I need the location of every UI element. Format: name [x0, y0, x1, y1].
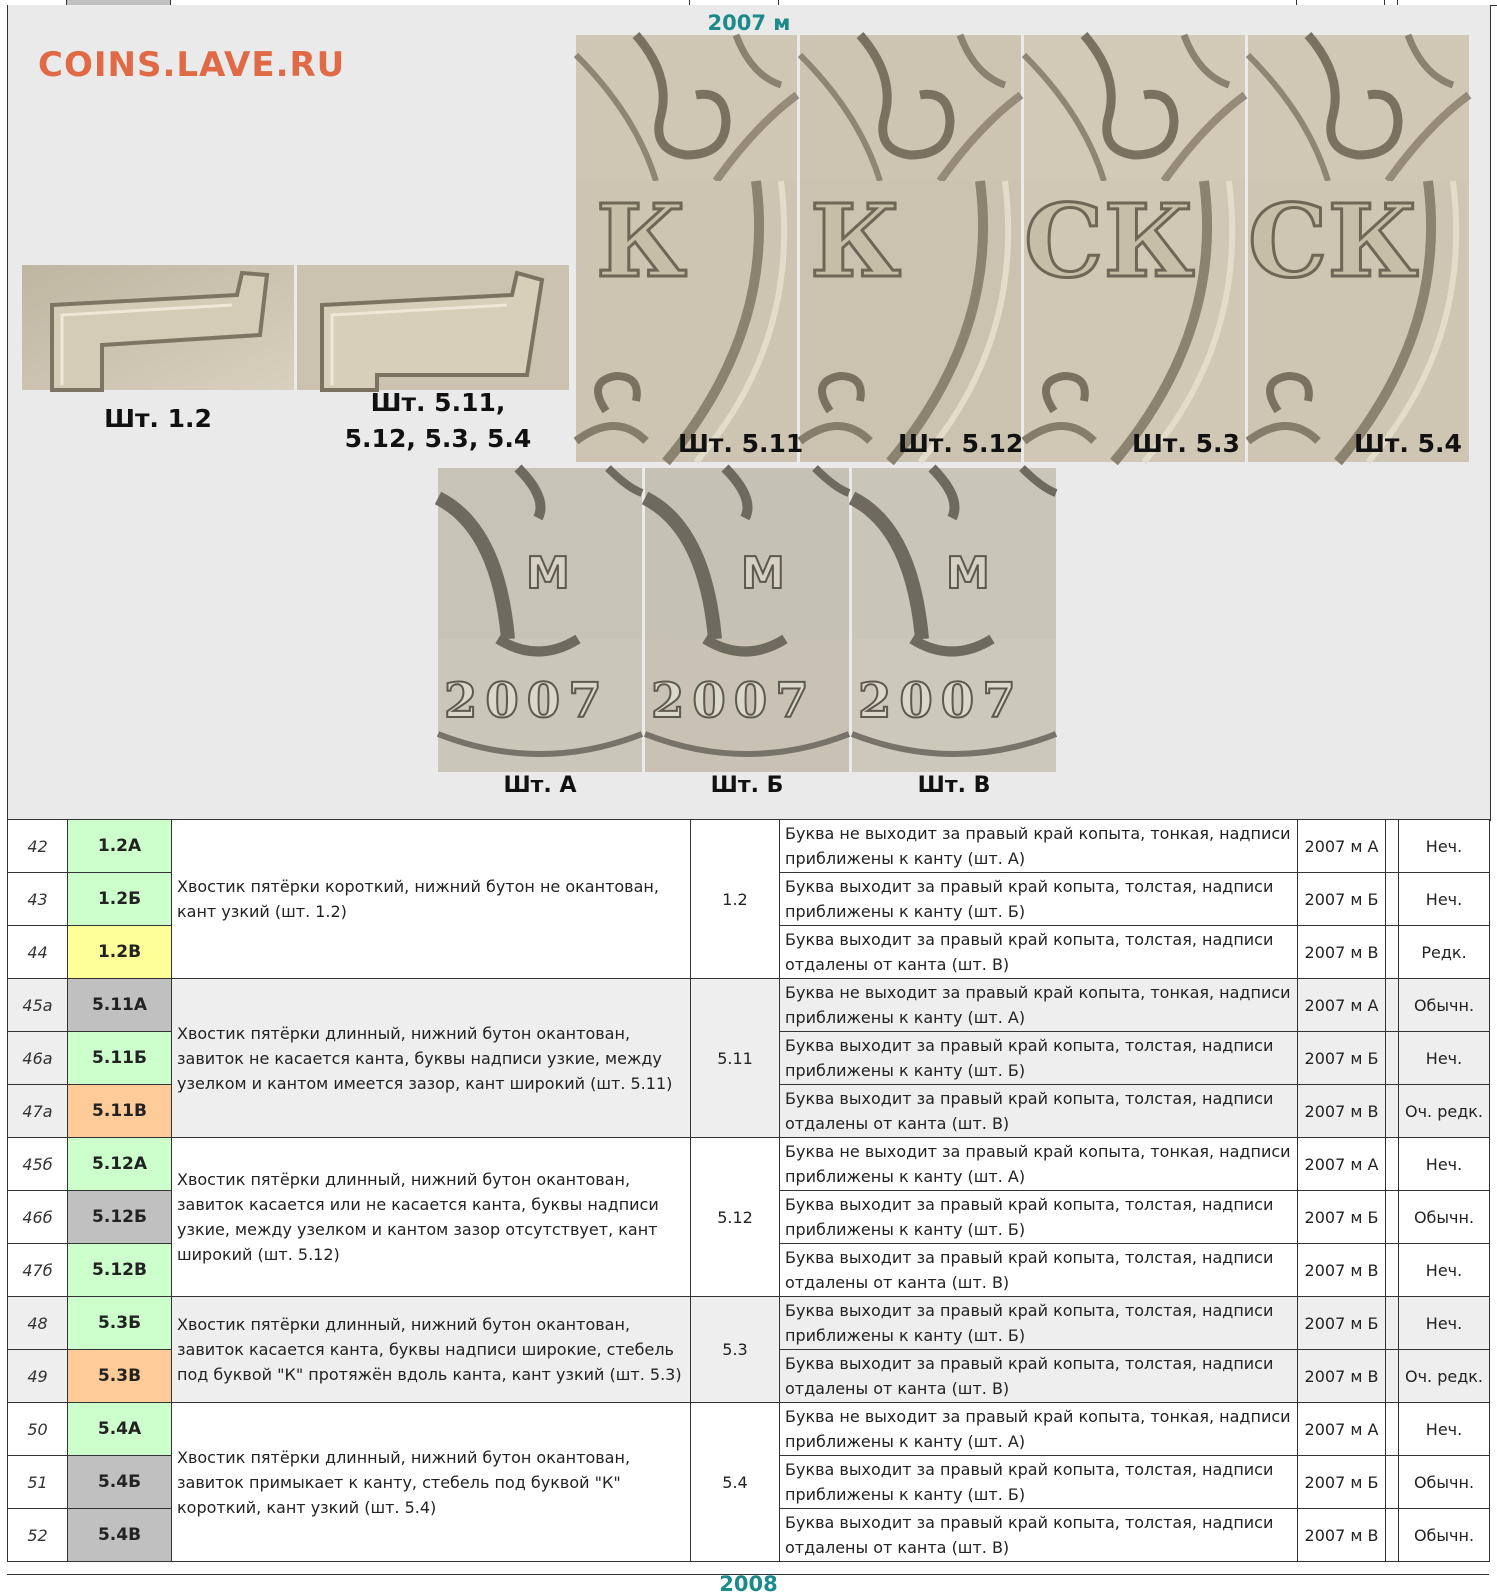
spacer-cell — [1386, 873, 1399, 926]
photo-letter-k-5-11 — [576, 181, 797, 462]
row-number: 45б — [8, 1138, 68, 1191]
caption-stamp-5-11: Шт. 5.11 — [678, 429, 804, 458]
obverse-stamp-description: Буква выходит за правый край копыта, толстая, надписи приближены к канту (шт. Б) — [780, 1191, 1298, 1244]
table-row — [8, 1297, 1490, 1350]
year-mint-stamp: 2007 м Б — [1298, 1297, 1386, 1350]
variety-code: 5.4Б — [68, 1456, 172, 1509]
svg-text:М: М — [741, 548, 785, 599]
svg-text:СК: СК — [1024, 182, 1195, 300]
spacer-cell — [1386, 820, 1399, 873]
year-mint-stamp: 2007 м Б — [1298, 1032, 1386, 1085]
year-mint-stamp: 2007 м А — [1298, 1403, 1386, 1456]
obverse-stamp-description: Буква выходит за правый край копыта, толстая, надписи отдалены от канта (шт. В) — [780, 1085, 1298, 1138]
caption-stamp-5-11-group-2: 5.12, 5.3, 5.4 — [344, 424, 532, 453]
spacer-cell — [1386, 1350, 1399, 1403]
variety-code: 1.2В — [68, 926, 172, 979]
obverse-stamp-description: Буква выходит за правый край копыта, толстая, надписи отдалены от канта (шт. В) — [780, 1509, 1298, 1562]
next-section-year: 2008 — [719, 1572, 778, 1596]
caption-stamp-5-11-group-1: Шт. 5.11, — [370, 388, 506, 417]
rarity: Редк. — [1399, 926, 1490, 979]
row-number: 43 — [8, 873, 68, 926]
photo-swirl-5-11 — [576, 35, 797, 181]
reverse-stamp-description: Хвостик пятёрки длинный, нижний бутон окантован, завиток примыкает к канту, стебель под буквой "К" короткий, кант узкий (шт. 5.4) — [172, 1403, 691, 1562]
variety-code: 5.12В — [68, 1244, 172, 1297]
obverse-stamp-description: Буква выходит за правый край копыта, толстая, надписи приближены к канту (шт. Б) — [780, 1297, 1298, 1350]
caption-stamp-5-12: Шт. 5.12 — [898, 429, 1024, 458]
rarity: Неч. — [1399, 1138, 1490, 1191]
row-number: 50 — [8, 1403, 68, 1456]
photo-mint-mark-a — [438, 468, 642, 639]
rarity: Неч. — [1399, 820, 1490, 873]
variety-code: 5.4А — [68, 1403, 172, 1456]
svg-text:2007: 2007 — [858, 673, 1024, 729]
spacer-cell — [1386, 1085, 1399, 1138]
obverse-stamp-description: Буква выходит за правый край копыта, толстая, надписи приближены к канту (шт. Б) — [780, 1032, 1298, 1085]
caption-stamp-5-4: Шт. 5.4 — [1354, 429, 1462, 458]
reverse-stamp-description: Хвостик пятёрки длинный, нижний бутон окантован, завиток касается или не касается канта, буквы надписи узкие, между узелком и кантом зазор отсутствует, кант широкий (шт. 5.12) — [172, 1138, 691, 1297]
obverse-stamp-description: Буква выходит за правый край копыта, толстая, надписи отдалены от канта (шт. В) — [780, 926, 1298, 979]
rarity: Неч. — [1399, 1032, 1490, 1085]
table-row — [8, 1138, 1490, 1191]
obverse-stamp-description: Буква выходит за правый край копыта, толстая, надписи приближены к канту (шт. Б) — [780, 873, 1298, 926]
photo-year-a — [438, 639, 642, 772]
row-number: 46б — [8, 1191, 68, 1244]
year-mint-stamp: 2007 м А — [1298, 1138, 1386, 1191]
row-number: 47а — [8, 1085, 68, 1138]
reverse-stamp-description: Хвостик пятёрки длинный, нижний бутон окантован, завиток не касается канта, буквы надписи узкие, между узелком и кантом имеется зазор, кант широкий (шт. 5.11) — [172, 979, 691, 1138]
row-number: 47б — [8, 1244, 68, 1297]
photo-letter-k-5-12 — [800, 181, 1024, 462]
variety-code: 5.11В — [68, 1085, 172, 1138]
svg-text:2007: 2007 — [651, 673, 817, 729]
row-number: 46а — [8, 1032, 68, 1085]
reverse-stamp-type: 5.11 — [691, 979, 780, 1138]
rarity: Неч. — [1399, 1403, 1490, 1456]
row-number: 49 — [8, 1350, 68, 1403]
reverse-stamp-type: 1.2 — [691, 820, 780, 979]
year-mint-stamp: 2007 м А — [1298, 979, 1386, 1032]
year-mint-stamp: 2007 м В — [1298, 1244, 1386, 1297]
caption-stamp-a: Шт. А — [503, 773, 577, 798]
site-watermark: COINS.LAVE.RU — [38, 45, 346, 85]
spacer-cell — [1386, 1244, 1399, 1297]
caption-stamp-b: Шт. Б — [710, 773, 784, 798]
svg-text:СК: СК — [1248, 182, 1419, 300]
variety-code: 5.11А — [68, 979, 172, 1032]
reverse-stamp-description: Хвостик пятёрки длинный, нижний бутон окантован, завиток касается канта, буквы надписи широкие, стебель под буквой "К" протяжён вдоль канта, кант узкий (шт. 5.3) — [172, 1297, 691, 1403]
svg-text:К: К — [596, 182, 687, 300]
variety-code: 1.2Б — [68, 873, 172, 926]
photo-year-b — [645, 639, 849, 772]
obverse-stamp-description: Буква не выходит за правый край копыта, тонкая, надписи приближены к канту (шт. А) — [780, 979, 1298, 1032]
photo-mint-mark-v — [852, 468, 1056, 639]
spacer-cell — [1386, 1297, 1399, 1350]
photo-tail-1-2 — [22, 265, 294, 390]
svg-text:М: М — [526, 548, 570, 599]
row-number: 44 — [8, 926, 68, 979]
varieties-table — [7, 819, 1490, 1562]
reverse-stamp-type: 5.3 — [691, 1297, 780, 1403]
caption-stamp-5-3: Шт. 5.3 — [1132, 429, 1240, 458]
spacer-cell — [1386, 1403, 1399, 1456]
photo-mint-mark-b — [645, 468, 849, 639]
obverse-stamp-description: Буква выходит за правый край копыта, толстая, надписи отдалены от канта (шт. В) — [780, 1244, 1298, 1297]
svg-text:М: М — [946, 548, 990, 599]
variety-code: 5.12Б — [68, 1191, 172, 1244]
row-number: 48 — [8, 1297, 68, 1350]
caption-stamp-v: Шт. В — [917, 773, 991, 798]
spacer-cell — [1386, 1191, 1399, 1244]
photo-letter-k-5-3 — [1024, 181, 1245, 462]
year-mint-stamp: 2007 м В — [1298, 1085, 1386, 1138]
year-mint-stamp: 2007 м Б — [1298, 1191, 1386, 1244]
rarity: Обычн. — [1399, 1456, 1490, 1509]
obverse-stamp-description: Буква не выходит за правый край копыта, тонкая, надписи приближены к канту (шт. А) — [780, 1138, 1298, 1191]
variety-code: 1.2А — [68, 820, 172, 873]
year-mint-stamp: 2007 м Б — [1298, 1456, 1386, 1509]
photo-swirl-5-12 — [800, 35, 1021, 181]
variety-code: 5.4В — [68, 1509, 172, 1562]
svg-text:К: К — [810, 182, 901, 300]
obverse-stamp-description: Буква выходит за правый край копыта, толстая, надписи отдалены от канта (шт. В) — [780, 1350, 1298, 1403]
variety-code: 5.12А — [68, 1138, 172, 1191]
caption-stamp-1-2: Шт. 1.2 — [104, 404, 212, 433]
year-mint-stamp: 2007 м А — [1298, 820, 1386, 873]
reverse-stamp-type: 5.4 — [691, 1403, 780, 1562]
rarity: Оч. редк. — [1399, 1350, 1490, 1403]
photo-swirl-5-4 — [1248, 35, 1469, 181]
row-number: 45а — [8, 979, 68, 1032]
row-number: 42 — [8, 820, 68, 873]
obverse-stamp-description: Буква не выходит за правый край копыта, тонкая, надписи приближены к канту (шт. А) — [780, 1403, 1298, 1456]
year-mint-stamp: 2007 м Б — [1298, 873, 1386, 926]
rarity: Неч. — [1399, 873, 1490, 926]
comparison-photo-panel — [7, 5, 1491, 821]
spacer-cell — [1386, 1032, 1399, 1085]
rarity: Обычн. — [1399, 1191, 1490, 1244]
spacer-cell — [1386, 1138, 1399, 1191]
photo-year-v — [852, 639, 1056, 772]
section-year-title: 2007 м — [707, 11, 791, 35]
svg-text:2007: 2007 — [444, 673, 610, 729]
photo-letter-k-5-4 — [1248, 181, 1469, 462]
variety-code: 5.11Б — [68, 1032, 172, 1085]
photo-tail-5-11-group — [297, 265, 569, 390]
photo-swirl-5-3 — [1024, 35, 1245, 181]
year-mint-stamp: 2007 м В — [1298, 1509, 1386, 1562]
reverse-stamp-description: Хвостик пятёрки короткий, нижний бутон не окантован, кант узкий (шт. 1.2) — [172, 820, 691, 979]
table-row — [8, 1403, 1490, 1456]
spacer-cell — [1386, 979, 1399, 1032]
rarity: Неч. — [1399, 1297, 1490, 1350]
year-mint-stamp: 2007 м В — [1298, 1350, 1386, 1403]
rarity: Оч. редк. — [1399, 1085, 1490, 1138]
obverse-stamp-description: Буква не выходит за правый край копыта, тонкая, надписи приближены к канту (шт. А) — [780, 820, 1298, 873]
rarity: Обычн. — [1399, 1509, 1490, 1562]
year-mint-stamp: 2007 м В — [1298, 926, 1386, 979]
spacer-cell — [1386, 1509, 1399, 1562]
rarity: Неч. — [1399, 1244, 1490, 1297]
spacer-cell — [1386, 1456, 1399, 1509]
spacer-cell — [1386, 926, 1399, 979]
table-row — [8, 979, 1490, 1032]
row-number: 52 — [8, 1509, 68, 1562]
variety-code: 5.3В — [68, 1350, 172, 1403]
rarity: Обычн. — [1399, 979, 1490, 1032]
obverse-stamp-description: Буква выходит за правый край копыта, толстая, надписи приближены к канту (шт. Б) — [780, 1456, 1298, 1509]
row-number: 51 — [8, 1456, 68, 1509]
variety-code: 5.3Б — [68, 1297, 172, 1350]
reverse-stamp-type: 5.12 — [691, 1138, 780, 1297]
table-row — [8, 820, 1490, 873]
